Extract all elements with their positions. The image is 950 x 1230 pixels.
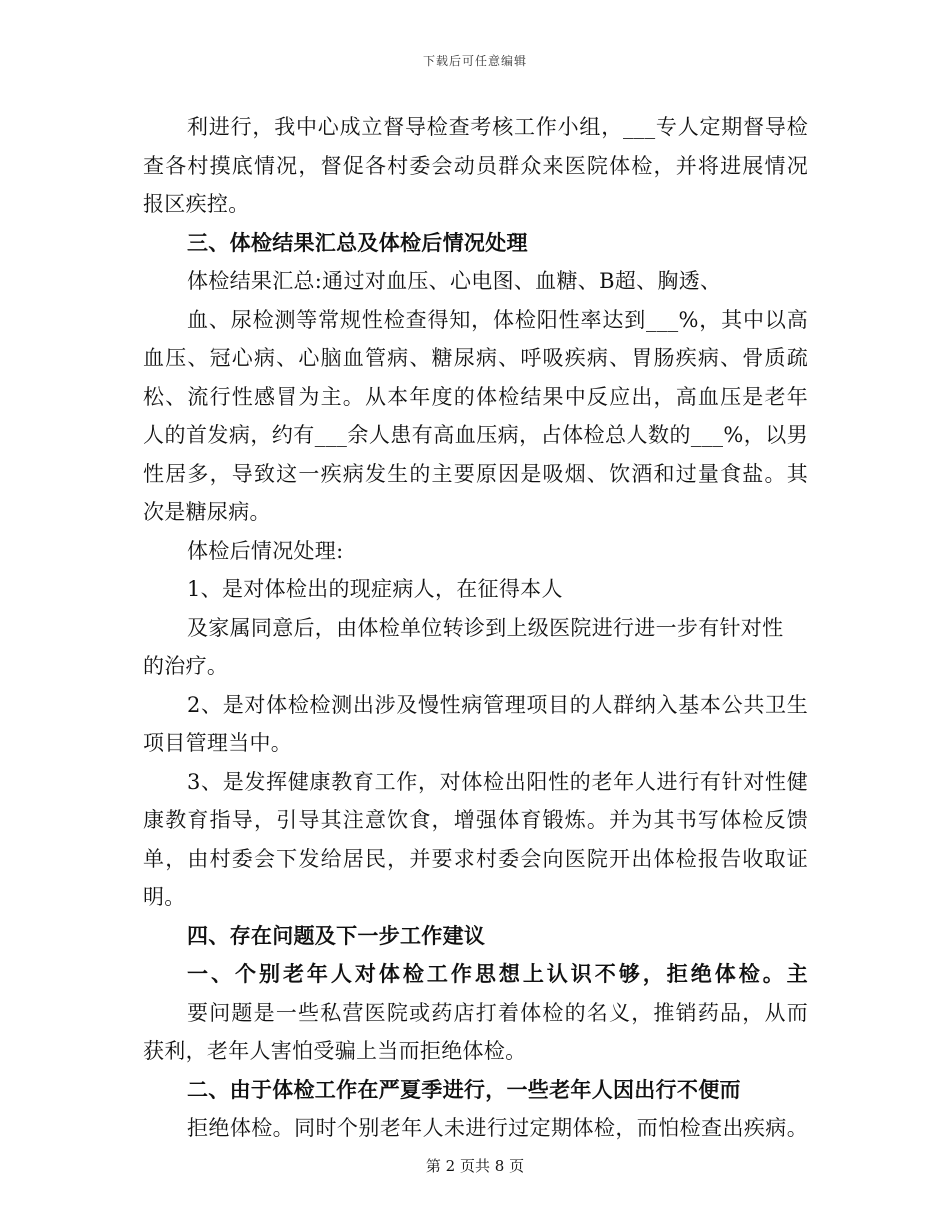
paragraph-line: 次是糖尿病。 <box>143 500 271 524</box>
list-item-line: 明。 <box>143 885 186 909</box>
section-heading: 四、存在问题及下一步工作建议 <box>187 922 486 948</box>
paragraph-line: 体检结果汇总:通过对血压、心电图、血糖、B超、胸透、 <box>187 269 722 293</box>
page-footer: 第 2 页共 8 页 <box>425 1157 525 1175</box>
paragraph-line: 拒绝体检。同时个别老年人未进行过定期体检，而怕检查出疾病。 <box>187 1116 808 1140</box>
paragraph-line: 体检后情况处理: <box>187 538 344 563</box>
section-heading: 三、体检结果汇总及体检后情况处理 <box>187 229 528 255</box>
issue-heading: 一、个别老年人对体检工作思想上认识不够，拒绝体检。主 <box>187 961 808 986</box>
paragraph-line: 血、尿检测等常规性检查得知，体检阳性率达到___%，其中以高 <box>187 307 808 332</box>
paragraph-line: 血压、冠心病、心脑血管病、糖尿病、呼吸疾病、胃肠疾病、骨质疏 <box>143 346 808 370</box>
list-item-line: 1、是对体检出的现症病人，在征得本人 <box>187 577 563 601</box>
page-header-note: 下载后可任意编辑 <box>422 54 527 68</box>
paragraph-line: 松、流行性感冒为主。从本年度的体检结果中反应出，高血压是老年 <box>143 384 808 409</box>
list-item-line: 单，由村委会下发给居民，并要求村委会向医院开出体检报告收取证 <box>143 846 808 871</box>
list-item-line: 2、是对体检检测出涉及慢性病管理项目的人群纳入基本公共卫生 <box>187 692 808 717</box>
list-item-line: 康教育指导，引导其注意饮食，增强体育锻炼。并为其书写体检反馈 <box>143 808 808 832</box>
document-body <box>143 108 808 1148</box>
list-item-line: 3、是发挥健康教育工作，对体检出阳性的老年人进行有针对性健 <box>187 769 808 794</box>
paragraph-line: 查各村摸底情况，督促各村委会动员群众来医院体检，并将进展情况 <box>143 153 808 178</box>
list-item-line: 的治疗。 <box>143 654 229 678</box>
paragraph-line: 获利，老年人害怕受骗上当而拒绝体检。 <box>143 1039 527 1063</box>
paragraph-line: 性居多，导致这一疾病发生的主要原因是吸烟、饮酒和过量食盐。其 <box>143 461 808 486</box>
paragraph-line: 要问题是一些私营医院或药店打着体检的名义，推销药品，从而 <box>187 1000 808 1025</box>
paragraph-line: 人的首发病，约有___余人患有高血压病，占体检总人数的___%，以男 <box>143 423 808 447</box>
paragraph-line: 报区疾控。 <box>143 192 250 216</box>
paragraph-line: 利进行，我中心成立督导检查考核工作小组，___专人定期督导检 <box>187 115 808 139</box>
list-item-line: 项目管理当中。 <box>143 731 293 755</box>
issue-heading: 二、由于体检工作在严夏季进行，一些老年人因出行不便而 <box>187 1076 741 1102</box>
list-item-line: 及家属同意后，由体检单位转诊到上级医院进行进一步有针对性 <box>187 615 784 640</box>
